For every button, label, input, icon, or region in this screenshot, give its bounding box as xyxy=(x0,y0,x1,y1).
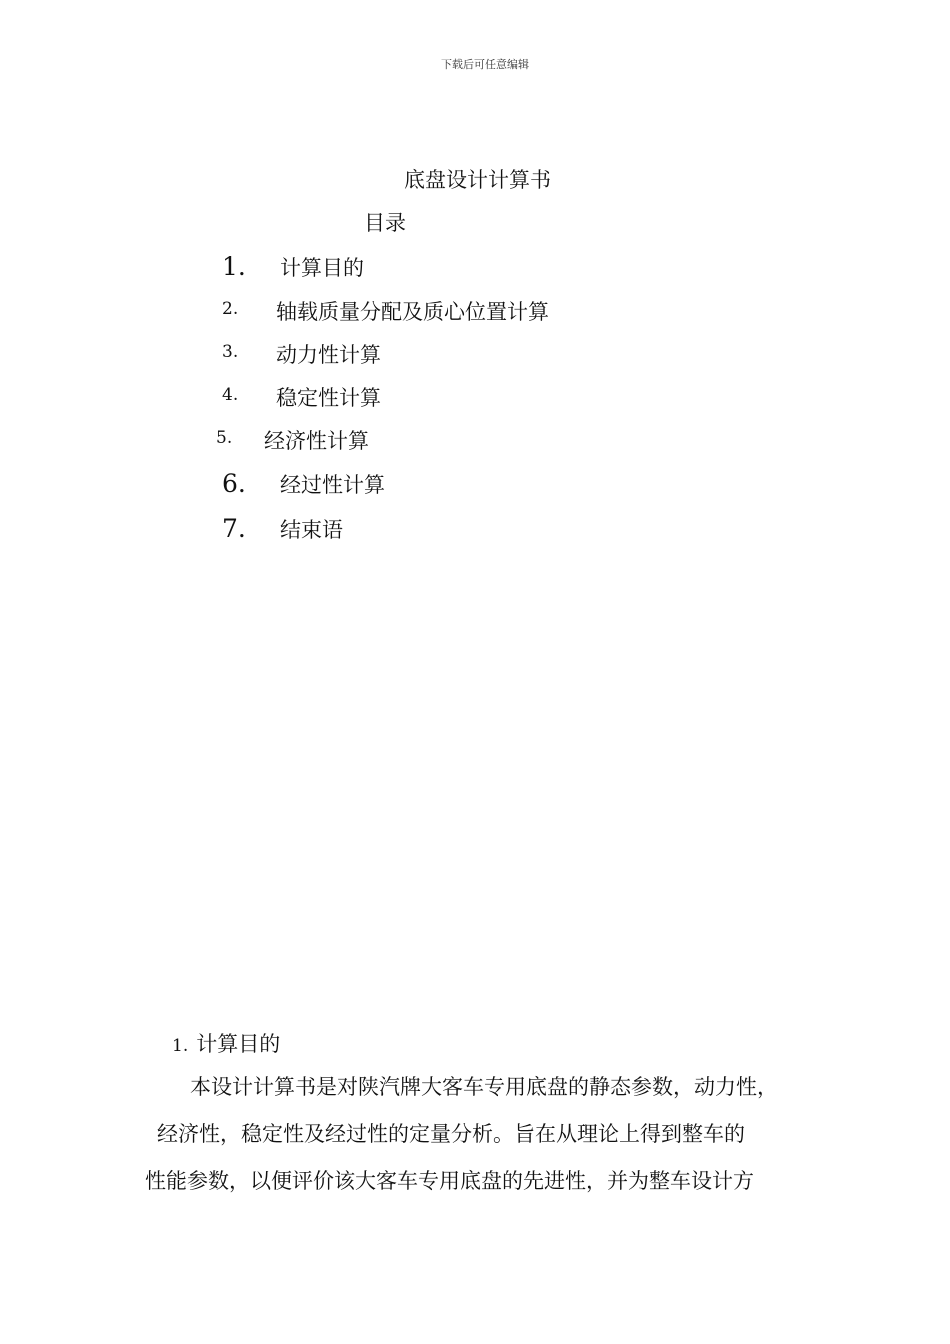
toc-item-number: 5. xyxy=(216,428,233,448)
section-title: 计算目的 xyxy=(196,1032,281,1056)
document-title: 底盘设计计算书 xyxy=(404,168,551,192)
toc-item-label: 计算目的 xyxy=(280,256,364,280)
section-1-heading xyxy=(172,1028,280,1058)
paragraph-line: 本设计计算书是对陕汽牌大客车专用底盘的静态参数，动力性， xyxy=(190,1075,778,1099)
paragraph-line: 性能参数，以便评价该大客车专用底盘的先进性，并为整车设计方 xyxy=(145,1169,754,1193)
toc-item-number: 3. xyxy=(222,342,239,362)
toc-heading: 目录 xyxy=(364,211,406,235)
toc-item-label: 动力性计算 xyxy=(276,343,381,367)
paragraph-line: 经济性，稳定性及经过性的定量分析。旨在从理论上得到整车的 xyxy=(157,1122,745,1146)
toc-item-label: 轴载质量分配及质心位置计算 xyxy=(276,300,549,324)
toc-item-label: 结束语 xyxy=(280,518,343,542)
header-note: 下载后可任意编辑 xyxy=(441,58,529,71)
section-number: 1. xyxy=(172,1036,189,1056)
toc-item-number: 6. xyxy=(222,469,246,498)
toc-item-number: 7. xyxy=(222,514,246,543)
toc-item-number: 1. xyxy=(222,252,246,281)
toc-item-number: 2. xyxy=(222,299,239,319)
toc-item-label: 稳定性计算 xyxy=(276,386,381,410)
toc-item-number: 4. xyxy=(222,385,239,405)
toc-item-label: 经济性计算 xyxy=(264,429,369,453)
toc-item-label: 经过性计算 xyxy=(280,473,385,497)
